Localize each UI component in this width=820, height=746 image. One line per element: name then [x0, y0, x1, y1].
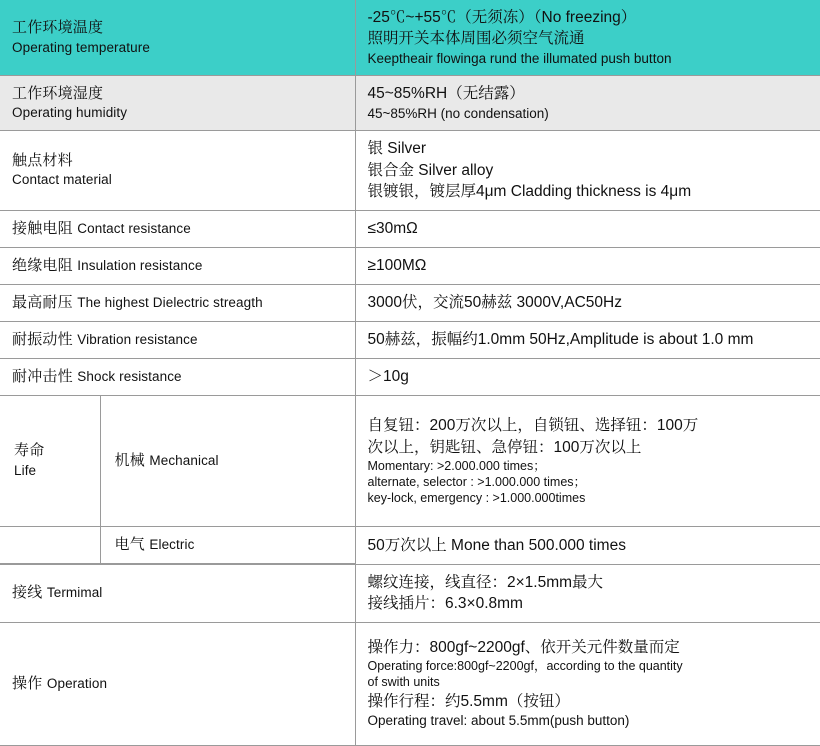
value-line: 50万次以上 Mone than 500.000 times	[367, 536, 626, 554]
label-cn: 电气	[114, 535, 145, 553]
label-en: Shock resistance	[77, 368, 182, 384]
label-en: Contact material	[12, 172, 112, 188]
row-value-vibration-resistance	[355, 321, 820, 358]
table-row	[0, 210, 820, 247]
value-line: key-lock, emergency : >1.000.000times	[367, 491, 586, 506]
row-label-contact-material	[0, 131, 355, 210]
row-value-dielectric-strength	[355, 284, 820, 321]
label-en: Contact resistance	[77, 220, 191, 236]
table-row	[0, 247, 820, 284]
value-line: Operating force:800gf~2200gf，according to the quantity	[367, 659, 683, 674]
value-line: -25℃~+55℃（无须冻）（No freezing）	[367, 9, 637, 26]
label-cn: 操作	[12, 674, 43, 692]
row-label-operating-temperature	[0, 0, 355, 76]
value-line: ≤30mΩ	[367, 219, 418, 237]
row-value-contact-resistance	[355, 210, 820, 247]
label-cn: 工作环境温度	[12, 19, 104, 37]
value-line: 螺纹连接，线直径：2×1.5mm最大	[367, 573, 604, 591]
label-en: Electric	[149, 536, 195, 552]
value-line: ＞10g	[367, 368, 409, 386]
row-value-life-mechanical	[355, 395, 820, 526]
label-cn: 触点材料	[12, 151, 73, 169]
label-cn: 接触电阻	[12, 219, 73, 237]
label-cn: 工作环境湿度	[12, 84, 104, 102]
row-label-dielectric-strength	[0, 284, 355, 321]
row-value-operation	[355, 622, 820, 745]
value-line: of swith units	[367, 675, 440, 690]
row-label-shock-resistance	[0, 358, 355, 395]
row-value-contact-material	[355, 131, 820, 210]
value-line: alternate, selector : >1.000.000 times；	[367, 475, 587, 490]
value-line: 照明开关本体周围必须空气流通	[367, 30, 585, 48]
value-line: 45~85%RH（无结露）	[367, 85, 525, 103]
value-line: 次以上，钥匙钮、急停钮：100万次以上	[367, 438, 642, 456]
label-en: Mechanical	[149, 452, 219, 468]
label-cn: 绝缘电阻	[12, 256, 73, 274]
label-cn: 耐振动性	[12, 330, 73, 348]
label-en: Vibration resistance	[77, 331, 198, 347]
life-electric-label	[100, 527, 355, 564]
row-label-operating-humidity	[0, 76, 355, 131]
life-group-label-spacer	[0, 527, 100, 564]
label-en: Operating temperature	[12, 39, 150, 55]
value-line: Momentary: >2.000.000 times；	[367, 458, 546, 473]
row-label-operation	[0, 622, 355, 745]
row-value-shock-resistance	[355, 358, 820, 395]
row-value-insulation-resistance	[355, 247, 820, 284]
row-value-operating-temperature	[355, 0, 820, 76]
label-cn: 最高耐压	[12, 293, 73, 311]
label-cn: 机械	[114, 451, 145, 469]
value-line: 自复钮：200万次以上，自锁钮、选择钮：100万	[367, 417, 699, 435]
value-line: 银合金 Silver alloy	[367, 161, 494, 179]
row-label-insulation-resistance	[0, 247, 355, 284]
label-en: Life	[14, 462, 37, 478]
value-line: 银镀银，镀层厚4μm Cladding thickness is 4μm	[367, 183, 692, 201]
table-row	[0, 284, 820, 321]
label-cn: 寿命	[14, 442, 45, 460]
table-row	[0, 76, 820, 131]
label-en: Termimal	[46, 585, 103, 601]
value-line: 操作力：800gf~2200gf、依开关元件数量而定	[367, 638, 680, 656]
label-en: Operating humidity	[12, 105, 128, 121]
table-row	[0, 622, 820, 745]
value-line: 操作行程：约5.5mm（按钮）	[367, 692, 570, 710]
value-line: ≥100MΩ	[367, 256, 427, 274]
label-en: Insulation resistance	[77, 257, 203, 273]
value-line: 50赫兹，振幅约1.0mm 50Hz,Amplitude is about 1.0 mm	[367, 331, 754, 349]
table-row	[0, 564, 820, 622]
label-cn: 接线	[12, 584, 43, 602]
row-value-life-electric	[355, 526, 820, 564]
table-row	[0, 321, 820, 358]
label-en: Operation	[46, 675, 108, 691]
row-label-life	[0, 395, 355, 526]
row-label-contact-resistance	[0, 210, 355, 247]
value-line: 接线插片：6.3×0.8mm	[367, 595, 523, 613]
life-group-label	[0, 396, 100, 526]
row-label-life-electric	[0, 526, 355, 564]
table-row	[0, 131, 820, 210]
life-mechanical-label	[100, 396, 355, 526]
table-row	[0, 526, 820, 564]
value-line: 45~85%RH (no condensation)	[367, 105, 549, 121]
label-cn: 耐冲击性	[12, 367, 73, 385]
row-value-operating-humidity	[355, 76, 820, 131]
row-value-terminal	[355, 564, 820, 622]
table-row	[0, 358, 820, 395]
row-label-vibration-resistance	[0, 321, 355, 358]
table-row	[0, 0, 820, 76]
value-line: Keeptheair flowinga rund the illumated push button	[367, 50, 672, 66]
value-line: 银 Silver	[367, 140, 427, 158]
row-label-terminal	[0, 564, 355, 622]
label-en: The highest Dielectric streagth	[77, 294, 263, 310]
table-row	[0, 395, 820, 526]
value-line: Operating travel: about 5.5mm(push button)	[367, 713, 630, 729]
value-line: 3000伏，交流50赫兹 3000V,AC50Hz	[367, 294, 622, 311]
